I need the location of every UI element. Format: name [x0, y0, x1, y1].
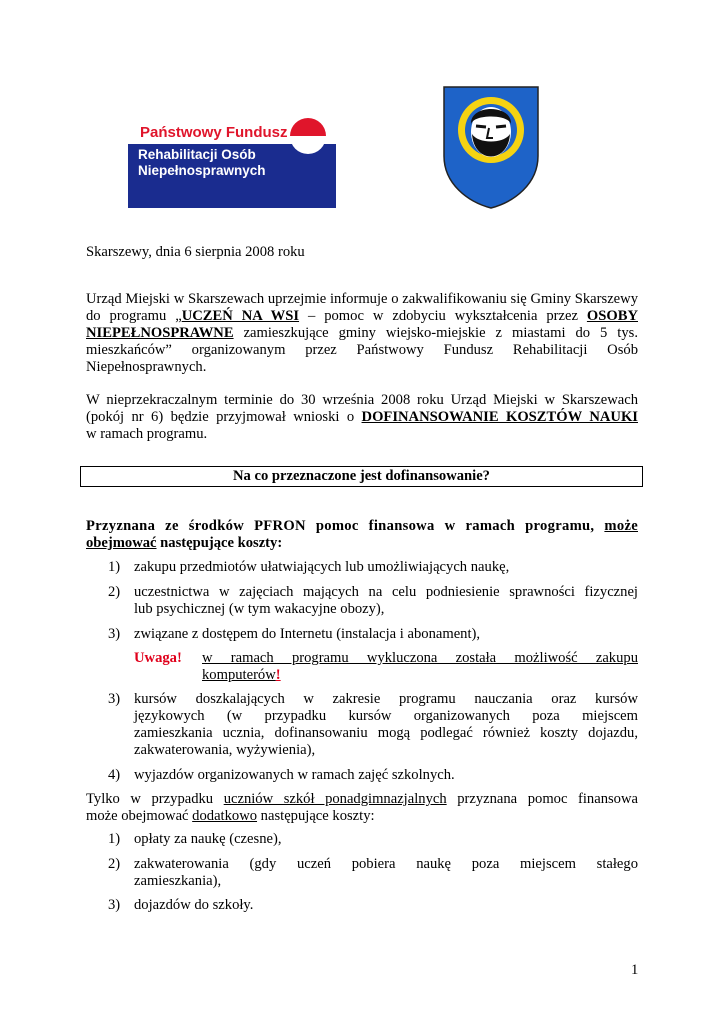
list-item-number: 3) — [108, 691, 121, 707]
list-item-number: 3) — [108, 897, 121, 913]
warning-computers: komputerów — [202, 667, 276, 683]
section2-intro-line-1 — [86, 791, 638, 808]
warning-text-line-1: w ramach programu wykluczona została możliwość zakupu — [202, 650, 638, 666]
target-group-2: NIEPEŁNOSPRAWNE — [86, 325, 234, 341]
list-item — [86, 856, 638, 890]
pfron-circle-icon — [288, 116, 328, 156]
section1-l1a: Przyznana ze środków PFRON pomoc finansowa w ramach programu, — [86, 518, 605, 534]
list-item-number: 4) — [108, 767, 121, 783]
section1-intro-line-1 — [86, 518, 638, 535]
intro-line-5: Niepełnosprawnych. — [86, 359, 207, 375]
target-group-1: OSOBY — [586, 308, 638, 324]
list-item-text-line-3: zamieszkania ucznia, dofinansowaniu mogą podlegać również koszty dojazdu, — [134, 725, 638, 741]
intro-line-3 — [86, 325, 638, 342]
funding-label: DOFINANSOWANIE KOSZTÓW NAUKI — [361, 409, 638, 425]
intro-l3b: zamieszkujące gminy wiejsko-miejskie z miastami do 5 tys. — [233, 325, 638, 341]
section2-l2c: następujące koszty: — [257, 808, 375, 824]
section1-l2a: obejmować — [86, 535, 157, 551]
deadline-line-2 — [86, 409, 638, 426]
deadline-line-3: w ramach programu. — [86, 426, 208, 442]
list-item-text-line-4: zakwaterowania, wyżywienia), — [134, 742, 316, 758]
skarszewy-coat-of-arms-icon — [440, 84, 542, 210]
intro-line-2 — [86, 308, 638, 325]
section2-l1a: Tylko w przypadku — [86, 791, 224, 807]
list-item-number: 3) — [108, 626, 121, 642]
additionally: dodatkowo — [192, 808, 258, 824]
list-item-number: 2) — [108, 584, 121, 600]
list-item-text-line-2: zamieszkania), — [134, 873, 222, 889]
list-item-text: opłaty za naukę (czesne), — [134, 831, 282, 847]
pfron-logo-line1: Państwowy Fundusz — [140, 124, 288, 141]
section-heading-box: Na co przeznaczone jest dofinansowanie? — [80, 466, 643, 487]
section1-intro-line-2 — [86, 535, 638, 552]
secondary-students: uczniów szkół ponadgimnazjalnych — [223, 791, 447, 807]
list-item-text-line-1: zakwaterowania (gdy uczeń pobiera naukę poza miejscem stałego — [134, 856, 638, 872]
list-item-number: 1) — [108, 831, 121, 847]
intro-l2c: – pomoc w zdobyciu wykształcenia przez — [299, 308, 587, 324]
warning-label: Uwaga! — [134, 650, 182, 666]
list-item-text: związane z dostępem do Internetu (instalacja i abonament), — [134, 626, 481, 642]
program-name: UCZEŃ NA WSI — [181, 308, 300, 324]
deadline-l2a: (pokój nr 6) będzie przyjmował wnioski o — [86, 409, 362, 425]
list-item-text-line-2: lub psychicznej (w tym wakacyjne obozy), — [134, 601, 385, 617]
intro-line-1: Urząd Miejski w Skarszewach uprzejmie informuje o zakwalifikowaniu się Gminy Skarszewy — [86, 291, 638, 307]
warning-exclamation: ! — [275, 667, 281, 683]
section1-l2b: następujące koszty: — [156, 535, 283, 551]
list-item-text: dojazdów do szkoły. — [134, 897, 254, 913]
pfron-logo-text — [138, 147, 266, 179]
warning-text-line-2 — [202, 667, 281, 684]
section1-l1b: może — [604, 518, 638, 534]
list-item-text: wyjazdów organizowanych w ramach zajęć szkolnych. — [134, 767, 455, 783]
pfron-logo-line3: Niepełnosprawnych — [138, 163, 266, 178]
list-item-text-line-1: uczestnictwa w zajęciach mających na celu podniesienie sprawności fizycznej — [134, 584, 638, 600]
intro-line-4: mieszkańców” organizowanym przez Państwowy Fundusz Rehabilitacji Osób — [86, 342, 638, 358]
list-item — [86, 691, 638, 759]
list-item-number: 1) — [108, 559, 121, 575]
section2-l1c: przyznana pomoc finansowa — [446, 791, 638, 807]
intro-l2a: do programu „ — [86, 308, 182, 324]
pfron-logo — [128, 86, 336, 208]
section2-intro-line-2 — [86, 808, 638, 825]
list-item-text-line-1: kursów doszkalających w zakresie programu nauczania oraz kursów — [134, 691, 638, 707]
list-item-text-line-2: językowych (w przypadku kursów organizowanych poza miejscem — [134, 708, 638, 724]
list-item — [86, 584, 638, 618]
deadline-line-1: W nieprzekraczalnym terminie do 30 września 2008 roku Urząd Miejski w Skarszewach — [86, 392, 638, 408]
page-number: 1 — [631, 962, 639, 978]
date-line: Skarszewy, dnia 6 sierpnia 2008 roku — [86, 244, 305, 260]
list-item-number: 2) — [108, 856, 121, 872]
list-item-text: zakupu przedmiotów ułatwiających lub umożliwiających naukę, — [134, 559, 510, 575]
pfron-logo-line2: Rehabilitacji Osób — [138, 147, 256, 162]
section2-l2a: może obejmować — [86, 808, 193, 824]
